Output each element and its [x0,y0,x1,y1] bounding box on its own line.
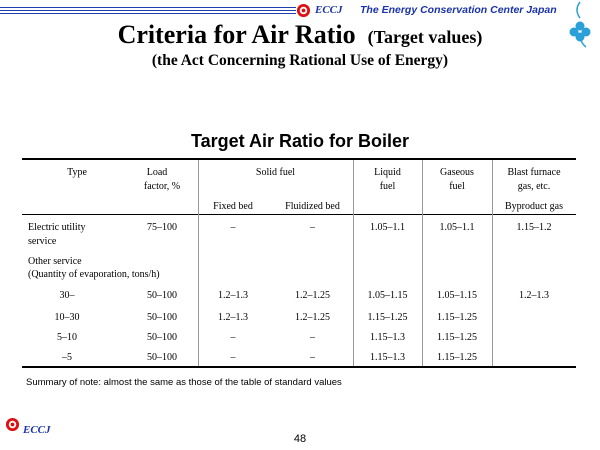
other-service-label: Other service [28,256,82,267]
row-gaseous: 1.15–1.25 [437,312,477,323]
header-liquid-1: Liquid [374,167,401,178]
electric-type-1: Electric utility [28,222,86,233]
header-solid-fuel: Solid fuel [255,167,296,178]
eccj-logo-icon [5,417,20,432]
row-fixed: 1.2–1.3 [218,312,248,323]
electric-liquid: 1.05–1.1 [370,222,405,233]
eccj-logo-icon [296,3,311,18]
row-liquid: 1.05–1.15 [367,290,408,301]
row-load: 50–100 [147,332,177,343]
row-fluid: 1.2–1.25 [295,312,330,323]
header-rule [0,7,296,16]
row-fixed: – [230,352,236,363]
row-blast: 1.2–1.3 [519,290,549,301]
header-liquid-2: fuel [379,181,396,192]
row-liquid: 1.15–1.3 [370,332,405,343]
page-subtitle: (the Act Concerning Rational Use of Energy) [151,52,449,69]
row-fluid: 1.2–1.25 [295,290,330,301]
electric-fluid: – [310,222,315,233]
electric-fixed: – [230,222,236,233]
header-fixed-bed: Fixed bed [213,201,253,212]
header-fluidized-bed: Fluidized bed [285,201,340,212]
row-fluid: – [310,332,315,343]
row-type: –5 [62,352,72,363]
header-blast-1: Blast furnace [507,167,561,178]
row-load: 50–100 [147,352,177,363]
header-org-name: The Energy Conservation Center Japan [360,4,557,16]
header-logo-text: ECCJ [315,4,343,16]
page-title-sub: (Target values) [367,27,483,47]
electric-load: 75–100 [147,222,177,233]
row-type: 5–10 [57,332,77,343]
table-title: Target Air Ratio for Boiler [190,131,410,151]
row-load: 50–100 [147,290,177,301]
electric-gaseous: 1.05–1.1 [439,222,475,233]
other-service-sublabel: (Quantity of evaporation, tons/h) [28,269,160,280]
header-byproduct: Byproduct gas [504,201,564,212]
row-fluid: – [310,352,315,363]
row-gaseous: 1.15–1.25 [437,332,477,343]
air-ratio-table [22,158,576,368]
row-gaseous: 1.05–1.15 [437,290,477,301]
page-number: 48 [293,433,307,445]
row-gaseous: 1.15–1.25 [437,352,477,363]
row-liquid: 1.15–1.3 [370,352,405,363]
header-gaseous-2: fuel [449,181,465,192]
row-type: 10–30 [54,312,80,323]
header-blast-2: gas, etc. [517,181,551,192]
row-fixed: 1.2–1.3 [218,290,248,301]
row-type: 30– [59,290,75,301]
row-load: 50–100 [147,312,177,323]
electric-type-2: service [28,236,57,247]
header-gaseous-1: Gaseous [440,167,474,178]
table-bottom-rule [22,366,576,368]
header-load-1: Load [146,167,168,178]
table-note: Summary of note: almost the same as those of the table of standard values [26,377,342,388]
page-title-main: Criteria for Air Ratio [117,20,356,49]
page-title [0,20,600,50]
row-fixed: – [230,332,236,343]
row-liquid: 1.15–1.25 [367,312,408,323]
footer-logo-text: ECCJ [23,424,51,436]
header-load-2: factor, % [143,181,181,192]
electric-blast: 1.15–1.2 [516,222,552,233]
header-type: Type [67,167,87,178]
